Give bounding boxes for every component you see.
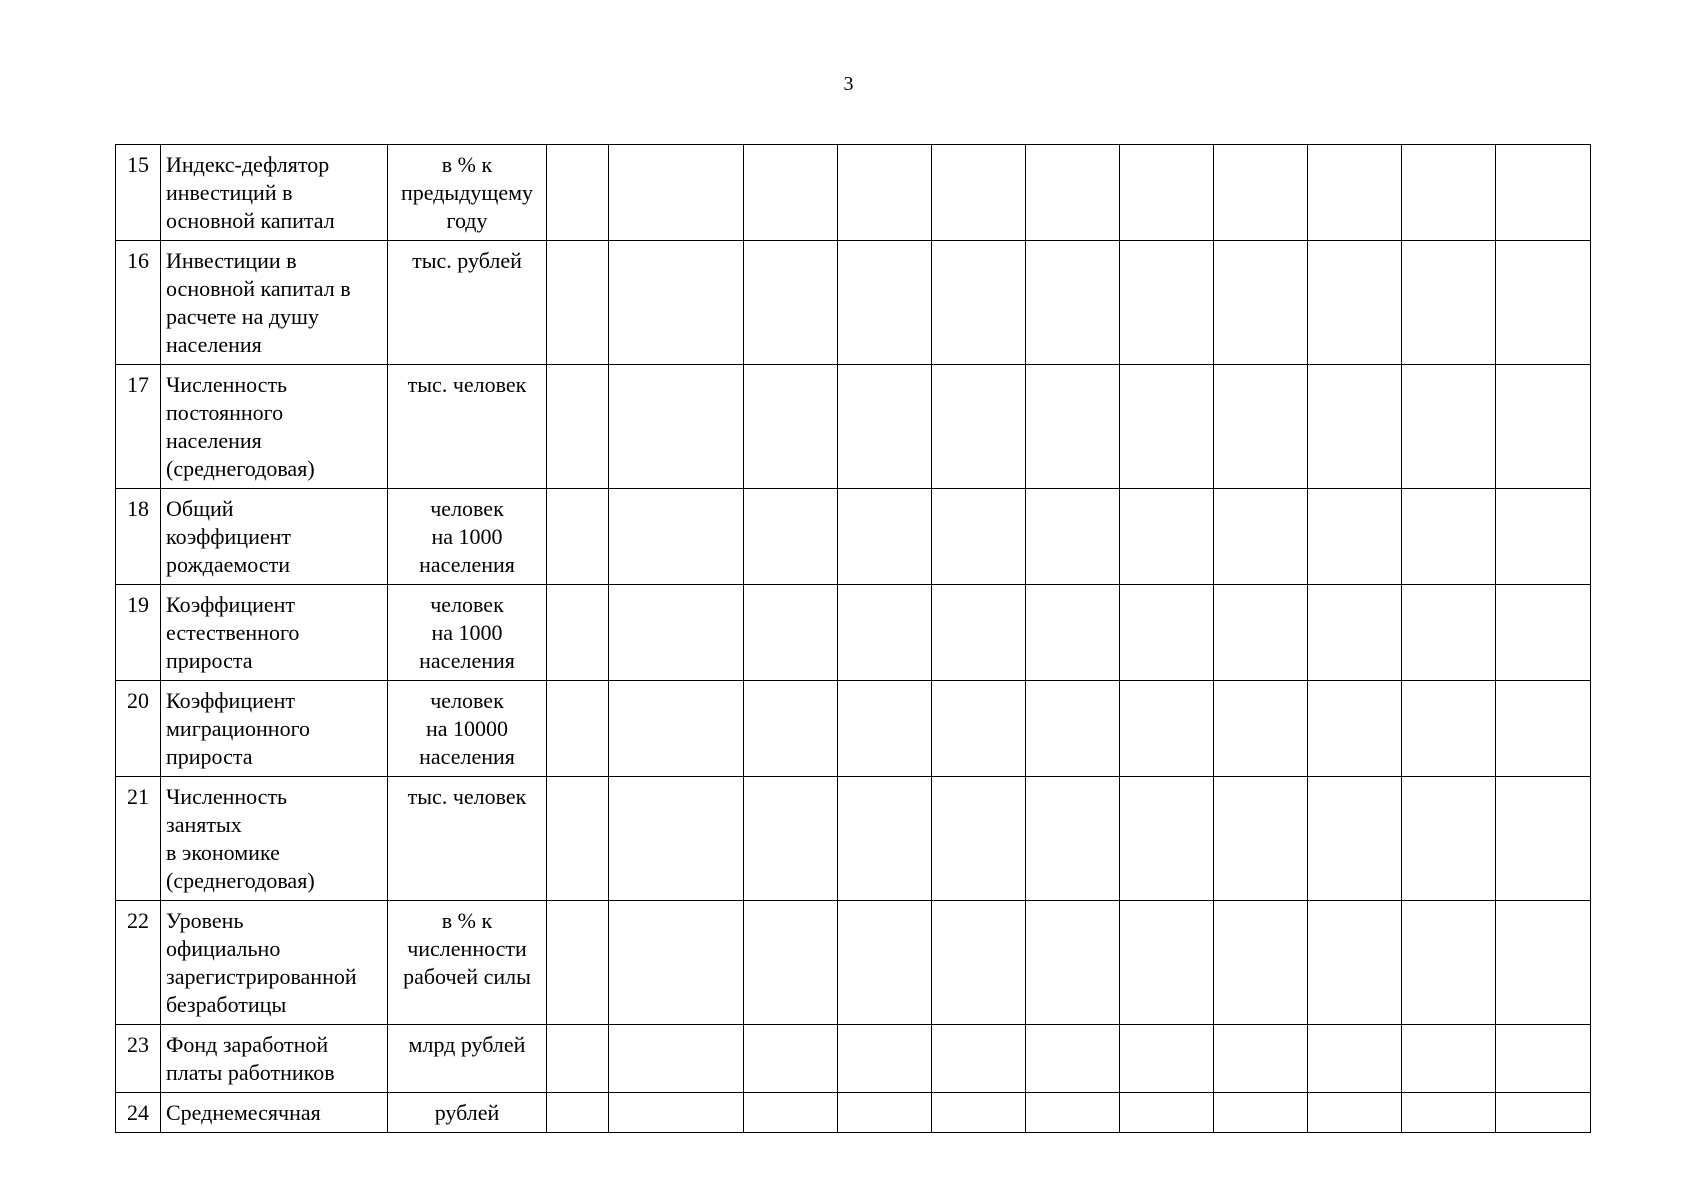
row-number: 21 xyxy=(116,777,161,901)
unit-line: предыдущему xyxy=(400,180,534,205)
indicator-name xyxy=(161,489,388,585)
value-cell xyxy=(609,365,744,489)
table-row xyxy=(116,777,1591,901)
value-cell xyxy=(1120,901,1214,1025)
indicator-name-line: населения xyxy=(166,428,262,453)
value-cell xyxy=(1120,1093,1214,1133)
indicator-name-line: занятых xyxy=(166,812,242,837)
row-number: 16 xyxy=(116,241,161,365)
indicator-name-line: (среднегодовая) xyxy=(166,456,315,481)
value-cell xyxy=(1402,901,1496,1025)
row-number: 15 xyxy=(116,145,161,241)
unit-of-measure xyxy=(388,585,547,681)
value-cell xyxy=(609,145,744,241)
value-cell xyxy=(1496,241,1591,365)
value-cell xyxy=(1214,681,1308,777)
indicator-name-line: (среднегодовая) xyxy=(166,868,315,893)
row-number: 22 xyxy=(116,901,161,1025)
value-cell xyxy=(838,681,932,777)
value-cell xyxy=(547,901,609,1025)
indicator-name-line: основной капитал в xyxy=(166,276,351,301)
value-cell xyxy=(609,901,744,1025)
unit-line: человек xyxy=(430,496,504,521)
unit-line: году xyxy=(446,208,488,233)
table-row xyxy=(116,365,1591,489)
value-cell xyxy=(1308,489,1402,585)
indicator-name-line: Общий xyxy=(166,496,234,521)
value-cell xyxy=(1026,585,1120,681)
row-number: 19 xyxy=(116,585,161,681)
unit-of-measure xyxy=(388,365,547,489)
value-cell xyxy=(609,241,744,365)
indicator-name xyxy=(161,241,388,365)
unit-line: численности xyxy=(407,936,527,961)
value-cell xyxy=(744,585,838,681)
indicator-name-line: прироста xyxy=(166,744,253,769)
value-cell xyxy=(932,365,1026,489)
indicator-name-line: естественного xyxy=(166,620,300,645)
value-cell xyxy=(744,365,838,489)
value-cell xyxy=(838,241,932,365)
indicator-name-line: коэффициент xyxy=(166,524,292,549)
value-cell xyxy=(932,489,1026,585)
unit-of-measure xyxy=(388,489,547,585)
indicator-name-line: расчете на душу xyxy=(166,304,319,329)
value-cell xyxy=(1496,1025,1591,1093)
unit-line: населения xyxy=(419,648,515,673)
value-cell xyxy=(1120,585,1214,681)
value-cell xyxy=(1402,241,1496,365)
row-number: 17 xyxy=(116,365,161,489)
table-row xyxy=(116,145,1591,241)
value-cell xyxy=(609,681,744,777)
indicator-name xyxy=(161,1093,388,1133)
unit-line: на 10000 xyxy=(425,716,509,741)
unit-of-measure xyxy=(388,681,547,777)
indicator-name-line: прироста xyxy=(166,648,253,673)
value-cell xyxy=(1496,489,1591,585)
table-body xyxy=(116,145,1591,1133)
value-cell xyxy=(744,145,838,241)
unit-line: в % к xyxy=(441,152,493,177)
unit-line: тыс. человек xyxy=(407,784,527,809)
value-cell xyxy=(1214,901,1308,1025)
value-cell xyxy=(1402,585,1496,681)
value-cell xyxy=(1496,585,1591,681)
unit-line: в % к xyxy=(441,908,493,933)
value-cell xyxy=(932,901,1026,1025)
value-cell xyxy=(1026,365,1120,489)
value-cell xyxy=(932,145,1026,241)
indicator-name-line: миграционного xyxy=(166,716,311,741)
value-cell xyxy=(1402,1025,1496,1093)
value-cell xyxy=(1496,777,1591,901)
indicator-name xyxy=(161,585,388,681)
value-cell xyxy=(1496,681,1591,777)
unit-line: населения xyxy=(419,552,515,577)
value-cell xyxy=(1496,365,1591,489)
value-cell xyxy=(1402,681,1496,777)
value-cell xyxy=(609,1025,744,1093)
unit-line: млрд рублей xyxy=(408,1032,526,1057)
unit-line: человек xyxy=(430,688,504,713)
value-cell xyxy=(744,681,838,777)
value-cell xyxy=(838,1093,932,1133)
value-cell xyxy=(932,681,1026,777)
table-row xyxy=(116,241,1591,365)
indicator-name-line: платы работников xyxy=(166,1060,335,1085)
value-cell xyxy=(547,365,609,489)
unit-line: тыс. человек xyxy=(407,372,527,397)
unit-line: рублей xyxy=(434,1100,500,1125)
indicator-name xyxy=(161,365,388,489)
value-cell xyxy=(609,585,744,681)
value-cell xyxy=(1214,489,1308,585)
indicator-name xyxy=(161,777,388,901)
indicator-name-line: основной капитал xyxy=(166,208,335,233)
value-cell xyxy=(838,1025,932,1093)
indicator-name-line: Фонд заработной xyxy=(166,1032,329,1057)
value-cell xyxy=(1026,489,1120,585)
value-cell xyxy=(1026,1025,1120,1093)
unit-of-measure xyxy=(388,1025,547,1093)
value-cell xyxy=(932,241,1026,365)
indicator-name-line: Уровень xyxy=(166,908,244,933)
value-cell xyxy=(1496,145,1591,241)
value-cell xyxy=(1120,777,1214,901)
value-cell xyxy=(1308,681,1402,777)
table-row xyxy=(116,681,1591,777)
table-row xyxy=(116,901,1591,1025)
value-cell xyxy=(547,1093,609,1133)
value-cell xyxy=(547,241,609,365)
unit-line: на 1000 xyxy=(431,524,503,549)
value-cell xyxy=(1120,681,1214,777)
unit-line: населения xyxy=(419,744,515,769)
row-number: 18 xyxy=(116,489,161,585)
value-cell xyxy=(1026,777,1120,901)
value-cell xyxy=(1214,1025,1308,1093)
value-cell xyxy=(1214,777,1308,901)
value-cell xyxy=(1308,145,1402,241)
table-row xyxy=(116,489,1591,585)
value-cell xyxy=(1120,365,1214,489)
value-cell xyxy=(547,489,609,585)
page-number: 3 xyxy=(843,73,854,95)
unit-of-measure xyxy=(388,145,547,241)
indicator-name-line: Коэффициент xyxy=(166,592,296,617)
value-cell xyxy=(932,1093,1026,1133)
row-number: 24 xyxy=(116,1093,161,1133)
value-cell xyxy=(547,145,609,241)
indicator-name xyxy=(161,145,388,241)
indicator-name-line: зарегистрированной xyxy=(166,964,357,989)
value-cell xyxy=(609,1093,744,1133)
indicator-name xyxy=(161,681,388,777)
value-cell xyxy=(744,901,838,1025)
value-cell xyxy=(744,1025,838,1093)
value-cell xyxy=(1026,145,1120,241)
value-cell xyxy=(744,241,838,365)
indicator-name xyxy=(161,1025,388,1093)
indicator-name-line: постоянного xyxy=(166,400,284,425)
indicator-name-line: инвестиций в xyxy=(166,180,293,205)
value-cell xyxy=(1026,901,1120,1025)
unit-of-measure xyxy=(388,241,547,365)
value-cell xyxy=(838,145,932,241)
indicator-name-line: безработицы xyxy=(166,992,287,1017)
value-cell xyxy=(1026,681,1120,777)
value-cell xyxy=(609,777,744,901)
value-cell xyxy=(1496,1093,1591,1133)
value-cell xyxy=(1120,145,1214,241)
value-cell xyxy=(1402,145,1496,241)
indicator-name-line: Коэффициент xyxy=(166,688,296,713)
indicator-name xyxy=(161,901,388,1025)
table-row xyxy=(116,1025,1591,1093)
value-cell xyxy=(1308,901,1402,1025)
indicator-name-line: Численность xyxy=(166,372,288,397)
value-cell xyxy=(1214,585,1308,681)
value-cell xyxy=(1026,241,1120,365)
value-cell xyxy=(1308,1025,1402,1093)
value-cell xyxy=(1308,1093,1402,1133)
indicator-name-line: Инвестиции в xyxy=(166,248,297,273)
unit-line: рабочей силы xyxy=(403,964,531,989)
row-number: 20 xyxy=(116,681,161,777)
value-cell xyxy=(1402,489,1496,585)
value-cell xyxy=(1120,241,1214,365)
unit-line: человек xyxy=(430,592,504,617)
value-cell xyxy=(1308,365,1402,489)
value-cell xyxy=(547,585,609,681)
value-cell xyxy=(1402,1093,1496,1133)
table-row xyxy=(116,1093,1591,1133)
value-cell xyxy=(1308,777,1402,901)
value-cell xyxy=(547,777,609,901)
indicator-name-line: рождаемости xyxy=(166,552,290,577)
value-cell xyxy=(1214,145,1308,241)
unit-of-measure xyxy=(388,1093,547,1133)
indicator-name-line: в экономике xyxy=(166,840,280,865)
value-cell xyxy=(1308,241,1402,365)
indicator-name-line: официально xyxy=(166,936,281,961)
value-cell xyxy=(932,777,1026,901)
indicator-name-line: Численность xyxy=(166,784,288,809)
indicator-name-line: Индекс-дефлятор xyxy=(166,152,330,177)
value-cell xyxy=(932,585,1026,681)
indicator-name-line: населения xyxy=(166,332,262,357)
value-cell xyxy=(838,489,932,585)
value-cell xyxy=(1214,1093,1308,1133)
value-cell xyxy=(1026,1093,1120,1133)
value-cell xyxy=(1120,1025,1214,1093)
value-cell xyxy=(1496,901,1591,1025)
unit-of-measure xyxy=(388,901,547,1025)
unit-line: тыс. рублей xyxy=(412,248,522,273)
value-cell xyxy=(1402,365,1496,489)
value-cell xyxy=(744,489,838,585)
table-row xyxy=(116,585,1591,681)
value-cell xyxy=(838,777,932,901)
value-cell xyxy=(838,901,932,1025)
value-cell xyxy=(1308,585,1402,681)
row-number: 23 xyxy=(116,1025,161,1093)
value-cell xyxy=(1120,489,1214,585)
value-cell xyxy=(1214,365,1308,489)
value-cell xyxy=(838,365,932,489)
unit-of-measure xyxy=(388,777,547,901)
value-cell xyxy=(609,489,744,585)
unit-line: на 1000 xyxy=(431,620,503,645)
value-cell xyxy=(547,1025,609,1093)
indicators-table xyxy=(115,144,1591,1133)
value-cell xyxy=(744,1093,838,1133)
value-cell xyxy=(932,1025,1026,1093)
value-cell xyxy=(547,681,609,777)
indicator-name-line: Среднемесячная xyxy=(166,1100,321,1125)
value-cell xyxy=(744,777,838,901)
value-cell xyxy=(838,585,932,681)
value-cell xyxy=(1402,777,1496,901)
value-cell xyxy=(1214,241,1308,365)
